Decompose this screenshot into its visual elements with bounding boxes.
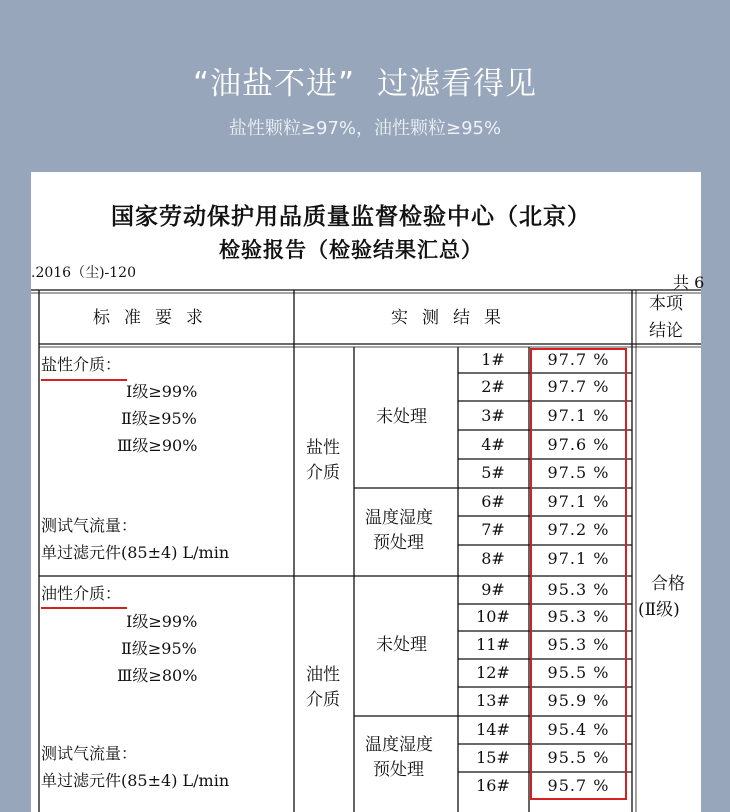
salt-grade-1: Ⅰ级≥99% — [126, 382, 198, 401]
sample-id: 16# — [476, 776, 510, 795]
sample-id: 12# — [476, 663, 510, 682]
sample-id: 14# — [476, 720, 510, 739]
salt-grade-2: Ⅱ级≥95% — [121, 409, 197, 428]
hero-title-quote: “油盐不进” — [192, 66, 356, 102]
oil-grade-1: Ⅰ级≥99% — [126, 612, 198, 631]
hero-title — [0, 58, 730, 103]
sample-id: 9# — [481, 580, 505, 599]
sample-value: 97.7 % — [547, 377, 610, 396]
header-conclusion-1: 本项 — [649, 294, 683, 314]
sample-value: 95.7 % — [547, 776, 610, 795]
sample-value: 95.9 % — [547, 691, 610, 710]
sample-id: 8# — [481, 549, 505, 568]
oil-flow-value: 单过滤元件(85±4) L/min — [41, 771, 230, 790]
sample-value: 97.6 % — [547, 435, 610, 454]
sample-value: 95.3 % — [547, 580, 610, 599]
conclusion-grade: (Ⅱ级) — [638, 600, 680, 620]
oil-pretreat-label-2: 预处理 — [373, 760, 424, 780]
sample-value: 97.1 % — [547, 406, 610, 425]
salt-medium-label-2: 介质 — [306, 463, 340, 483]
salt-grade-3: Ⅲ级≥90% — [117, 436, 198, 455]
oil-grade-2: Ⅱ级≥95% — [121, 639, 197, 658]
hero-subtitle: 盐性颗粒≥97%，油性颗粒≥95% — [228, 118, 502, 139]
oil-untreated-label: 未处理 — [376, 635, 427, 655]
header-requirements: 标准要求 — [93, 308, 217, 328]
oil-medium-label-1: 油性 — [306, 665, 340, 685]
sample-id: 13# — [476, 691, 510, 710]
sample-id: 7# — [481, 520, 505, 539]
page-count: 共 6 — [673, 273, 705, 292]
report-number: .2016（尘)-120 — [31, 265, 136, 281]
salt-untreated-label: 未处理 — [376, 407, 427, 427]
inspection-report — [31, 172, 705, 812]
oil-medium-label-2: 介质 — [306, 690, 340, 710]
oil-flow-label: 测试气流量： — [41, 744, 138, 763]
salt-medium-label-1: 盐性 — [306, 438, 340, 458]
conclusion-label: 合格 — [651, 574, 685, 594]
sample-value: 95.5 % — [547, 748, 610, 767]
sample-value: 95.3 % — [547, 635, 610, 654]
sample-id: 10# — [476, 607, 510, 626]
oil-medium-title: 油性介质： — [41, 584, 122, 603]
sample-value: 95.4 % — [547, 720, 610, 739]
header-conclusion-2: 结论 — [649, 321, 683, 341]
sample-id: 6# — [481, 492, 505, 511]
salt-flow-value: 单过滤元件(85±4) L/min — [41, 543, 230, 562]
sample-value: 97.7 % — [547, 350, 610, 369]
sample-value: 97.2 % — [547, 520, 610, 539]
sample-id: 5# — [481, 463, 505, 482]
sample-id: 3# — [481, 406, 505, 425]
salt-pretreat-label-2: 预处理 — [373, 533, 424, 553]
report-title: 国家劳动保护用品质量监督检验中心（北京） — [111, 203, 591, 230]
sample-value: 95.5 % — [547, 663, 610, 682]
salt-pretreat-label-1: 温度湿度 — [365, 508, 433, 528]
sample-id: 15# — [476, 748, 510, 767]
salt-medium-title: 盐性介质： — [41, 355, 122, 374]
sample-value: 97.1 % — [547, 549, 610, 568]
salt-flow-label: 测试气流量： — [41, 516, 138, 535]
report-subtitle: 检验报告（检验结果汇总） — [219, 237, 483, 262]
sample-id: 1# — [481, 350, 505, 369]
sample-id: 4# — [481, 435, 505, 454]
header-results: 实测结果 — [391, 308, 515, 328]
sample-value: 97.5 % — [547, 463, 610, 482]
oil-grade-3: Ⅲ级≥80% — [117, 666, 198, 685]
sample-id: 2# — [481, 377, 505, 396]
hero-title-rest: 过滤看得见 — [377, 66, 538, 102]
oil-pretreat-label-1: 温度湿度 — [365, 735, 433, 755]
sample-id: 11# — [476, 635, 510, 654]
sample-value: 95.3 % — [547, 607, 610, 626]
sample-value: 97.1 % — [547, 492, 610, 511]
